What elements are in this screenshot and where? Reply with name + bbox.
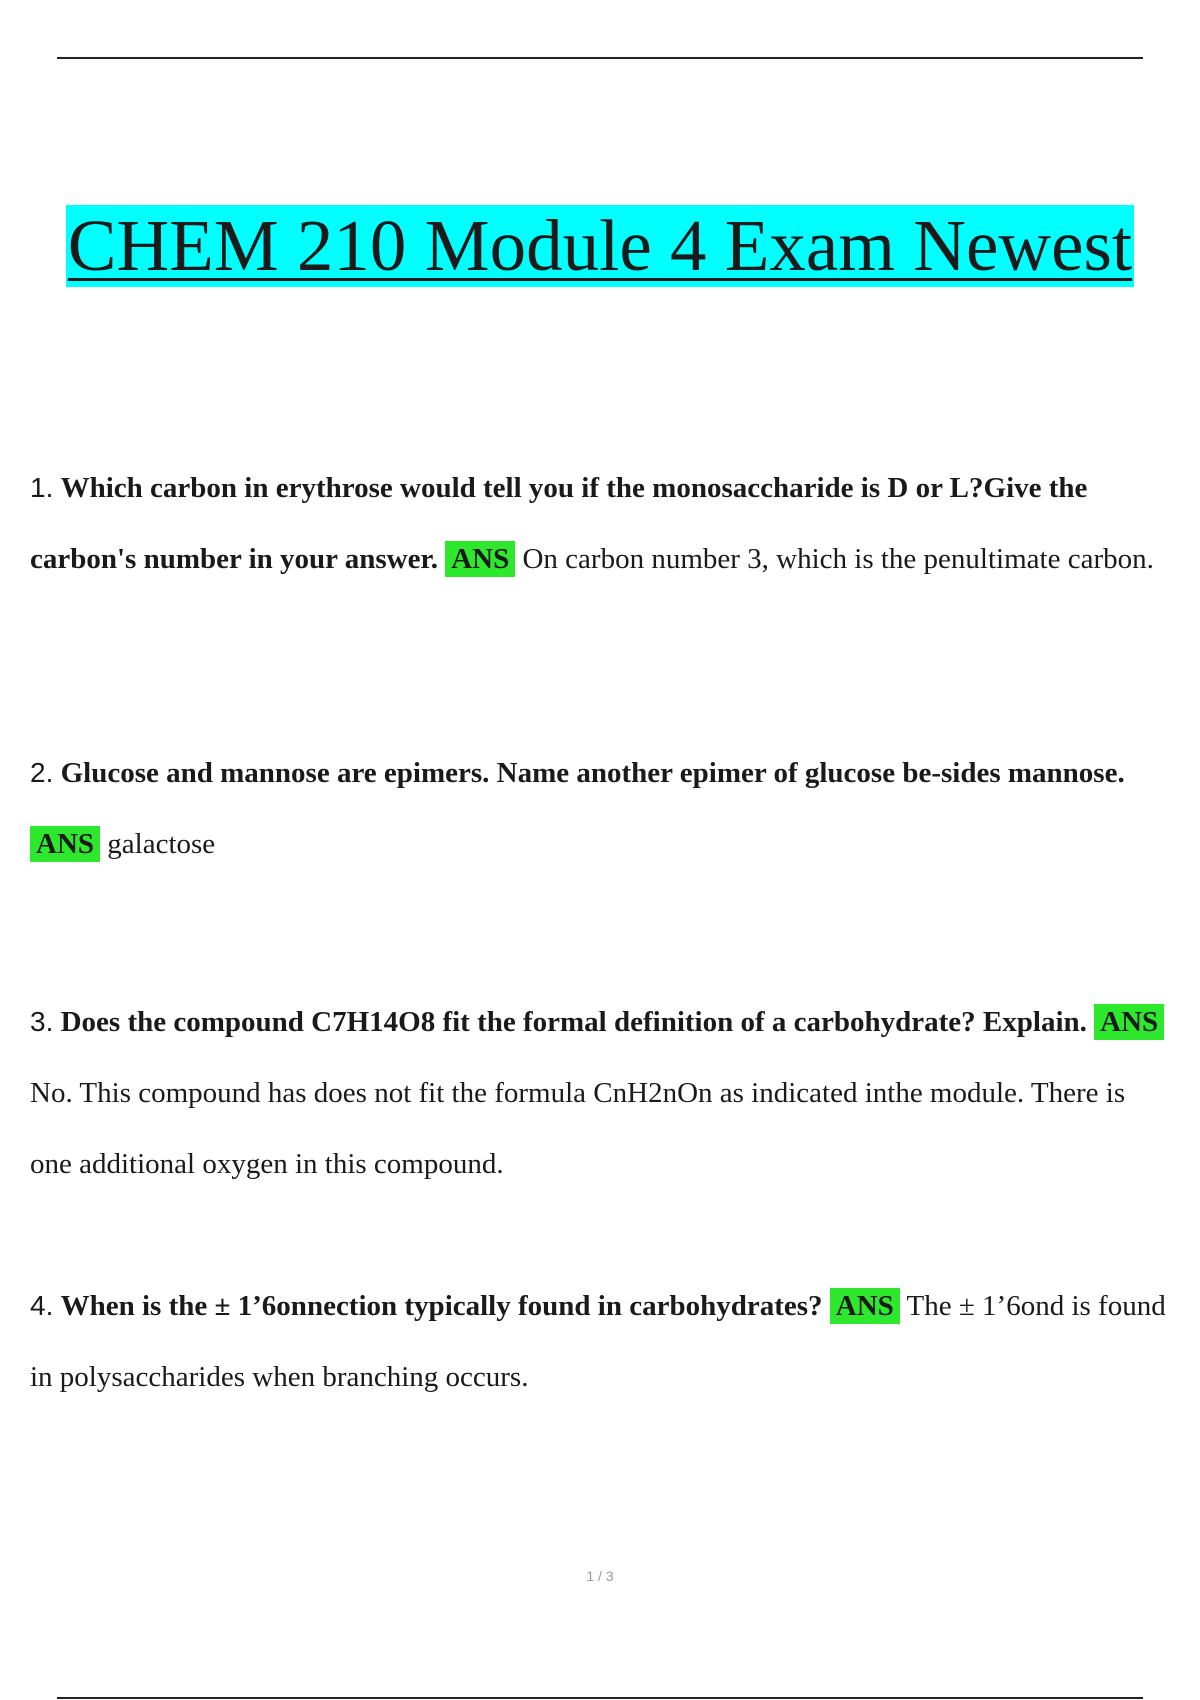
question-item [30, 1270, 1170, 1413]
answer-text: The ± 1’6ond is found in polysaccharides when branching occurs. [30, 1290, 1166, 1393]
answer-text: galactose [107, 828, 216, 860]
title-container [0, 205, 1200, 287]
top-rule [57, 57, 1143, 59]
answer-text: On carbon number 3, which is the penultimate carbon. [522, 543, 1154, 575]
answer-tag: ANS [30, 826, 100, 862]
question-text: Glucose and mannose are epimers. Name another epimer of glucose be-sides mannose. [60, 757, 1125, 789]
answer-tag: ANS [830, 1288, 900, 1324]
page-number: 1 / 3 [586, 1568, 614, 1584]
question-text: When is the ± 1’6onnection typically found in carbohydrates? [60, 1290, 823, 1322]
question-number: 1. [30, 472, 54, 503]
answer-text: No. This compound has does not fit the formula CnH2nOn as indicated inthe module. There is one additional oxygen in this compound. [30, 1077, 1126, 1180]
bottom-rule [57, 1697, 1143, 1699]
question-text: Which carbon in erythrose would tell you if the monosaccharide is D or L?Give the carbon's number in your answer. [30, 472, 1088, 575]
question-text: Does the compound C7H14O8 fit the formal definition of a carbohydrate? Explain. [60, 1006, 1087, 1038]
question-item [30, 452, 1170, 595]
document-title: CHEM 210 Module 4 Exam Newest [67, 205, 1133, 286]
question-number: 3. [30, 1006, 54, 1037]
answer-tag: ANS [445, 541, 515, 577]
question-number: 2. [30, 757, 54, 788]
question-item [30, 737, 1170, 880]
question-number: 4. [30, 1290, 54, 1321]
question-item [30, 986, 1170, 1200]
answer-tag: ANS [1094, 1004, 1164, 1040]
